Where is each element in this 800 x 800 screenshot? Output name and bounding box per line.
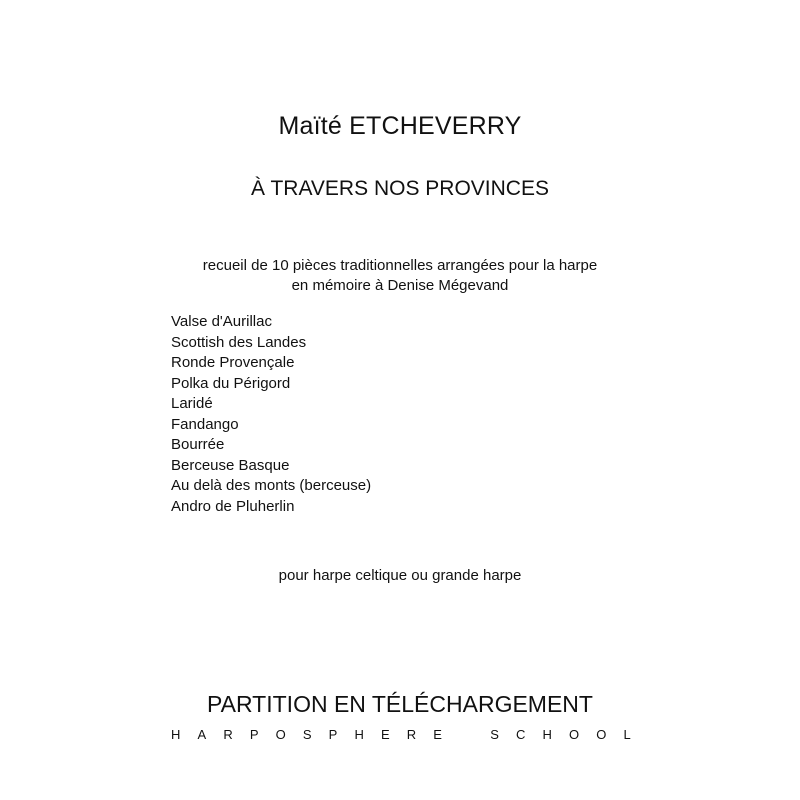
- school-letter: O: [569, 727, 580, 742]
- subtitle-line-1: recueil de 10 pièces traditionnelles arrangées pour la harpe: [202, 257, 598, 274]
- collection-subtitle: [0, 256, 800, 296]
- piece-item: Bourrée: [171, 436, 225, 453]
- school-letter-gap: [459, 727, 473, 743]
- pieces-list: [171, 312, 371, 517]
- subtitle-line-2: en mémoire à Denise Mégevand: [291, 277, 509, 294]
- school-letter: R: [223, 727, 233, 742]
- piece-item: Laridé: [171, 395, 213, 412]
- piece-item: Valse d'Aurillac: [171, 313, 272, 330]
- piece-item: Ronde Provençale: [171, 354, 295, 371]
- school-letter: L: [623, 727, 631, 742]
- piece-item: Berceuse Basque: [171, 456, 290, 474]
- school-name: [171, 727, 631, 743]
- school-letter: O: [596, 727, 607, 742]
- download-heading: PARTITION EN TÉLÉCHARGEMENT: [207, 691, 593, 717]
- piece-item: Andro de Pluherlin: [171, 497, 295, 515]
- instrument-note: pour harpe celtique ou grande harpe: [278, 567, 522, 584]
- school-letter: H: [354, 727, 364, 742]
- author-name: Maïté ETCHEVERRY: [278, 112, 522, 140]
- school-letter: P: [328, 727, 338, 742]
- school-letter: E: [433, 727, 442, 742]
- collection-title: À TRAVERS NOS PROVINCES: [251, 177, 549, 200]
- piece-item: Polka du Périgord: [171, 374, 291, 392]
- piece-item: Scottish des Landes: [171, 333, 307, 351]
- school-letter: O: [275, 727, 286, 742]
- school-letter: E: [380, 727, 390, 742]
- piece-item: Fandango: [171, 415, 239, 433]
- school-letter: H: [542, 727, 552, 742]
- school-letter: R: [406, 727, 417, 742]
- piece-item: Au delà des monts (berceuse): [171, 477, 372, 494]
- school-letter: H: [171, 727, 181, 742]
- school-letter: A: [197, 727, 207, 742]
- school-letter: S: [302, 727, 312, 742]
- school-letter: C: [516, 727, 526, 742]
- school-letter: S: [490, 727, 499, 742]
- school-letter: P: [249, 727, 259, 742]
